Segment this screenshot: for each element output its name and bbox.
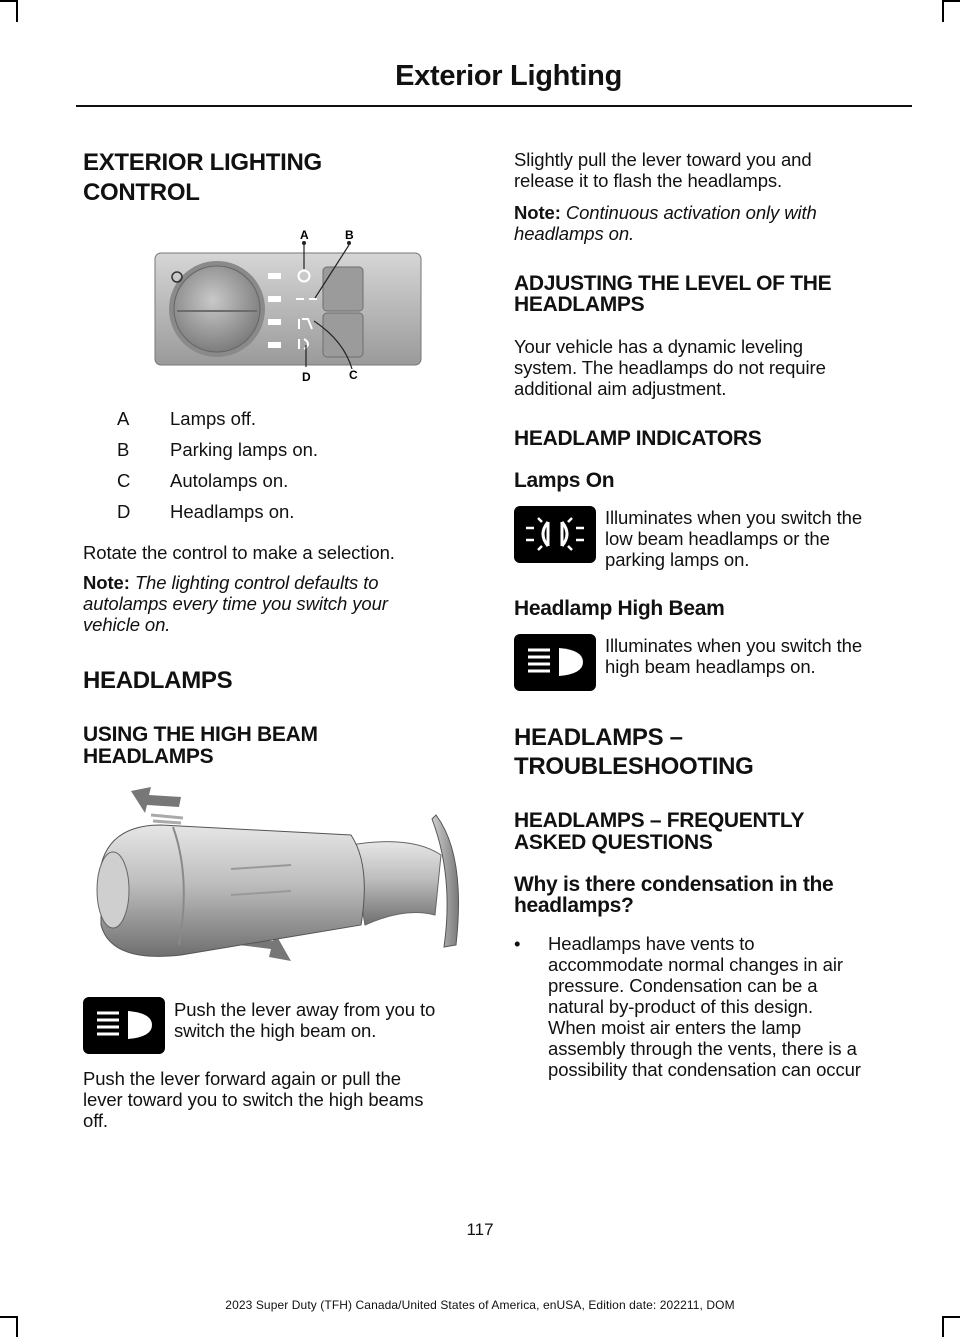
body-line: low beam headlamps or the [605, 528, 830, 549]
bullet-line: assembly through the vents, there is a [548, 1038, 857, 1059]
bullet-line: When moist air enters the lamp [548, 1017, 802, 1038]
crop-mark [942, 1316, 944, 1337]
section-heading: TROUBLESHOOTING [514, 753, 754, 780]
body-text: Rotate the control to make a selection. [83, 542, 395, 563]
note-label: Note: [83, 572, 130, 593]
body-text [83, 1068, 423, 1131]
body-line: Illuminates when you switch the [605, 507, 863, 528]
body-text [174, 999, 435, 1041]
page-number: 117 [466, 1220, 494, 1239]
body-line: additional aim adjustment. [514, 378, 727, 399]
bullet-line: pressure. Condensation can be a [548, 975, 818, 996]
note-line: The lighting control defaults to [134, 572, 379, 593]
callout-label: A [300, 228, 309, 242]
legend-text: Autolamps on. [170, 470, 289, 491]
body-line: switch the high beam on. [174, 1020, 377, 1041]
subsection-heading: HEADLAMPS [514, 293, 645, 316]
crop-mark [0, 1316, 16, 1318]
legend-text: Lamps off. [170, 408, 257, 429]
bullet-line: accommodate normal changes in air [548, 954, 843, 975]
high-beam-indicator-icon [514, 634, 596, 691]
crop-mark [944, 1316, 960, 1318]
body-line: parking lamps on. [605, 549, 750, 570]
callout-label: C [349, 368, 358, 382]
body-text [605, 507, 862, 570]
body-line: Push the lever forward again or pull the [83, 1068, 401, 1089]
subsection-heading: ADJUSTING THE LEVEL OF THE [514, 272, 832, 295]
section-heading: CONTROL [83, 179, 200, 206]
body-line: Slightly pull the lever toward you and [514, 149, 812, 170]
body-text [514, 149, 812, 191]
callout-label: B [345, 228, 354, 242]
subsection-heading: HEADLAMPS [83, 745, 214, 768]
question-heading: headlamps? [514, 894, 634, 917]
legend-key: A [117, 408, 130, 429]
body-line: Push the lever away from you to [174, 999, 436, 1020]
page-header-title: Exterior Lighting [395, 60, 622, 92]
crop-mark [0, 0, 16, 2]
high-beam-icon [83, 997, 165, 1054]
bullet-line: Headlamps have vents to [548, 933, 755, 954]
legend-key: C [117, 470, 131, 491]
section-heading: HEADLAMPS – [514, 724, 683, 751]
body-text [605, 635, 862, 677]
note-line: autolamps every time you switch your [83, 593, 388, 614]
subsection-heading: HEADLAMP INDICATORS [514, 427, 762, 450]
bullet-line: natural by-product of this design. [548, 996, 814, 1017]
legend-text: Parking lamps on. [170, 439, 319, 460]
body-line: system. The headlamps do not require [514, 357, 826, 378]
arrow-up-icon [131, 787, 181, 813]
subsection-heading: USING THE HIGH BEAM [83, 723, 318, 746]
body-line: Your vehicle has a dynamic leveling [514, 336, 803, 357]
note-line: headlamps on. [514, 223, 635, 244]
body-line: release it to flash the headlamps. [514, 170, 783, 191]
crop-mark [16, 1316, 18, 1337]
lighting-control-illustration [153, 225, 508, 385]
minor-heading: Headlamp High Beam [514, 597, 725, 620]
section-heading: HEADLAMPS [83, 667, 233, 694]
bullet-line: possibility that condensation can occur [548, 1059, 861, 1080]
note-line: vehicle on. [83, 614, 171, 635]
bullet-item [548, 933, 861, 1080]
legend-key: D [117, 501, 131, 522]
crop-mark [944, 0, 960, 2]
body-text [514, 336, 826, 399]
body-line: lever toward you to switch the high beams [83, 1089, 424, 1110]
note [514, 202, 817, 244]
legend-key: B [117, 439, 130, 460]
footer-text: 2023 Super Duty (TFH) Canada/United States of America, enUSA, Edition date: 202211, DOM [225, 1298, 735, 1312]
minor-heading: Lamps On [514, 469, 615, 492]
section-heading: EXTERIOR LIGHTING [83, 149, 322, 176]
crop-mark [942, 0, 944, 22]
note-line: Continuous activation only with [565, 202, 817, 223]
note [83, 572, 475, 635]
note-label: Note: [514, 202, 561, 223]
body-line: off. [83, 1110, 108, 1131]
bullet-mark: • [514, 933, 521, 954]
legend-text: Headlamps on. [170, 501, 295, 522]
body-line: Illuminates when you switch the [605, 635, 863, 656]
question-heading: Why is there condensation in the [514, 873, 834, 896]
crop-mark [16, 0, 18, 22]
lamps-on-icon [514, 506, 596, 563]
body-line: high beam headlamps on. [605, 656, 816, 677]
subsection-heading: ASKED QUESTIONS [514, 831, 713, 854]
header-rule [76, 105, 912, 107]
callout-label: D [302, 370, 311, 384]
high-beam-lever-illustration [91, 785, 471, 985]
subsection-heading: HEADLAMPS – FREQUENTLY [514, 809, 805, 832]
